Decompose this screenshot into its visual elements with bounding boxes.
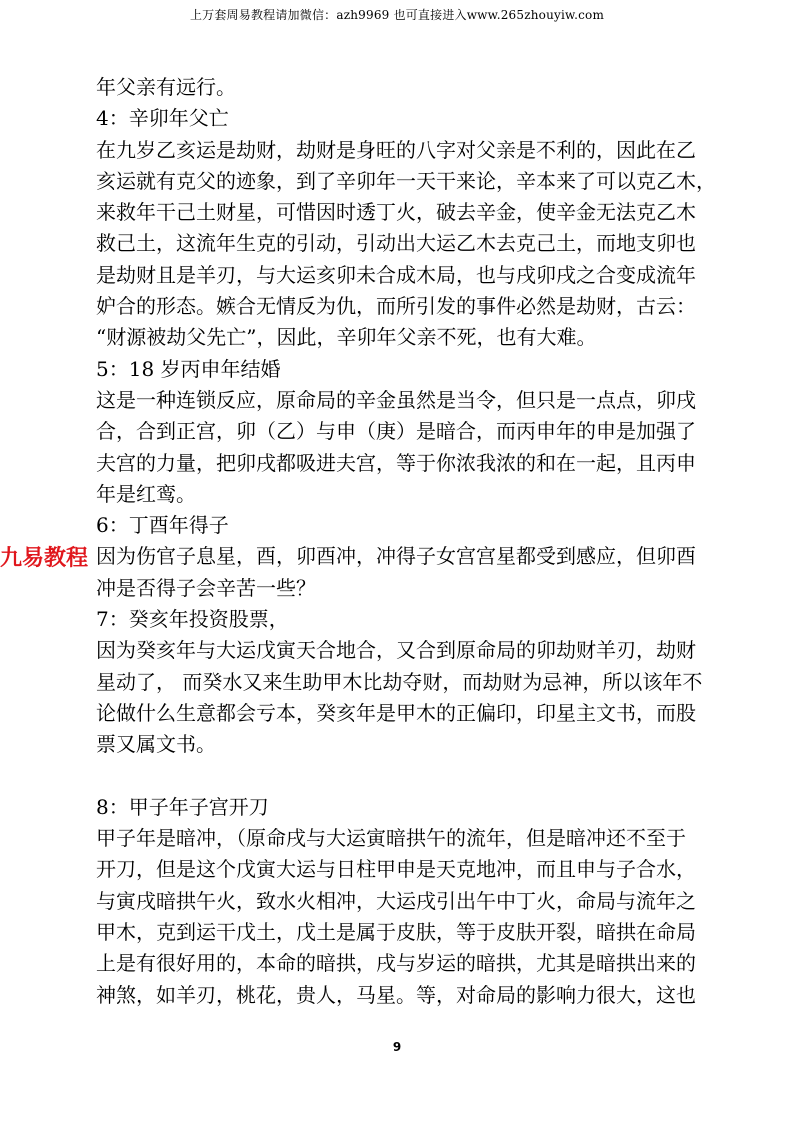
- section-heading: 8：甲子年子宫开刀: [96, 794, 269, 819]
- text-line: 因为伤官子息星，酉，卯酉冲，冲得子女宫宫星都受到感应，但卯酉: [96, 544, 696, 569]
- text-line: 冲是否得子会辛苦一些？: [96, 575, 316, 600]
- section-heading: 5：18 岁丙申年结婚: [96, 356, 281, 381]
- text-line: 票又属文书。: [96, 732, 216, 757]
- header-notice: 上万套周易教程请加微信：azh9969 也可直接进入www.265zhouyiw.com: [189, 8, 605, 22]
- document-body: [96, 72, 741, 1011]
- text-line: 因为癸亥年与大运戊寅天合地合，又合到原命局的卯劫财羊刃，劫财: [96, 638, 696, 663]
- text-line: 年父亲有远行。: [96, 75, 236, 99]
- text-line: 这是一种连锁反应，原命局的辛金虽然是当令，但只是一点点，卯戌: [96, 387, 696, 412]
- text-line: 与寅戌暗拱午火，致水火相冲，大运戌引出午中丁火，命局与流年之: [96, 888, 696, 913]
- text-line: 甲子年是暗冲，（原命戌与大运寅暗拱午的流年，但是暗冲还不至于: [96, 826, 686, 851]
- text-line: 来救年干己土财星，可惜因时透丁火，破去辛金，使辛金无法克乙木: [96, 200, 696, 225]
- text-line: 妒合的形态。嫉合无情反为仇，而所引发的事件必然是劫财，古云：: [96, 294, 696, 319]
- text-line: 上是有很好用的，本命的暗拱，戌与岁运的暗拱，尤其是暗拱出来的: [96, 951, 696, 976]
- text-line: 甲木，克到运干戊土，戊土是属于皮肤，等于皮肤开裂，暗拱在命局: [96, 920, 696, 945]
- text-line: 是劫财且是羊刃，与大运亥卯未合成木局，也与戌卯戌之合变成流年: [96, 262, 696, 287]
- blank-line: [96, 761, 741, 792]
- section-heading: 7：癸亥年投资股票，: [96, 607, 289, 632]
- watermark-logo: 九易教程: [0, 544, 90, 574]
- text-line: 年是红鸾。: [96, 481, 196, 506]
- section-heading: 4：辛卯年父亡: [96, 106, 229, 131]
- section-heading: 6：丁酉年得子: [96, 513, 229, 538]
- text-line: 合，合到正宫，卯（乙）与申（庚）是暗合，而丙申年的申是加强了: [96, 419, 696, 444]
- text-line: 星动了， 而癸水又来生助甲木比劫夺财，而劫财为忌神，所以该年不: [96, 669, 703, 694]
- text-line: 论做什么生意都会亏本，癸亥年是甲木的正偏印，印星主文书，而股: [96, 700, 696, 725]
- text-line: 亥运就有克父的迹象，到了辛卯年一天干来论，辛本来了可以克乙木，: [96, 168, 716, 193]
- text-line: 救己土，这流年生克的引动，引动出大运乙木去克己土，而地支卯也: [96, 231, 696, 256]
- text-line: 开刀，但是这个戊寅大运与日柱甲申是天克地冲，而且申与子合水，: [96, 857, 696, 882]
- page-number: 9: [392, 1040, 402, 1054]
- text-line: “财源被劫父先亡”，因此，辛卯年父亲不死，也有大难。: [96, 325, 597, 350]
- text-line: 神煞，如羊刃，桃花，贵人，马星。等，对命局的影响力很大，这也: [96, 982, 696, 1007]
- text-line: 夫宫的力量，把卯戌都吸进夫宫，等于你浓我浓的和在一起，且丙申: [96, 450, 696, 475]
- text-line: 在九岁乙亥运是劫财，劫财是身旺的八字对父亲是不利的，因此在乙: [96, 137, 696, 162]
